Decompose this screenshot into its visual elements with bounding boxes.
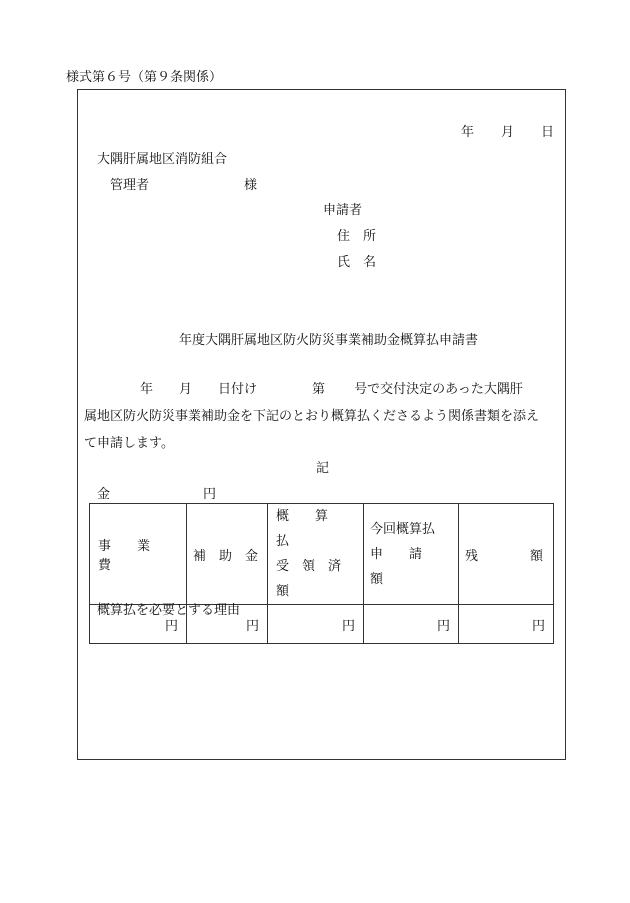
- addressee-title: 管理者: [110, 178, 150, 193]
- applicant-name-label: 氏 名: [337, 255, 377, 270]
- body-line-2: 属地区防火防災事業補助金を下記のとおり概算払くださるよう関係書類を添え: [84, 409, 540, 424]
- body-year: 年: [140, 382, 154, 397]
- header-label-line1: 今回概算払: [370, 521, 436, 537]
- date-month: 月: [501, 125, 515, 140]
- header-label-line2: 受 領 済 額: [276, 559, 355, 599]
- body-line-3: て申請します。: [84, 436, 174, 451]
- header-label-line2: 申 請 額: [370, 546, 449, 587]
- amount-label: 金: [97, 487, 111, 502]
- amount-unit: 円: [203, 487, 217, 502]
- header-current-request: [364, 504, 459, 605]
- value-current-request: 円: [364, 605, 459, 644]
- applicant-address-label: 住 所: [337, 229, 377, 244]
- ki-label: 記: [316, 461, 330, 476]
- applicant-label: 申請者: [323, 203, 363, 218]
- body-month: 月: [179, 382, 193, 397]
- value-prepaid-received: 円: [268, 605, 364, 644]
- form-number: 様式第６号（第９条関係）: [66, 70, 223, 85]
- body-line1-rest: 号で交付決定のあった大隅肝: [354, 382, 523, 397]
- amounts-table: [89, 503, 554, 644]
- reason-label: 概算払を必要とする理由: [97, 603, 241, 618]
- header-project-cost: [90, 504, 187, 605]
- body-dai: 第: [312, 382, 326, 397]
- header-balance: [459, 504, 554, 605]
- header-label: 補 助 金: [193, 548, 259, 564]
- value-project-cost: 円: [90, 605, 187, 644]
- header-prepaid-received: [268, 504, 364, 605]
- date-year: 年: [461, 125, 475, 140]
- header-label-line1: 概 算 払: [276, 509, 355, 549]
- addressee-honorific: 様: [244, 178, 258, 193]
- value-subsidy: 円: [187, 605, 268, 644]
- body-text: [84, 376, 564, 457]
- body-dated: 日付け: [218, 382, 258, 397]
- body-line-1: [84, 376, 564, 403]
- header-label: 残 額: [465, 548, 544, 564]
- header-subsidy: [187, 504, 268, 605]
- value-balance: 円: [459, 605, 554, 644]
- header-label: 事 業 費: [98, 539, 177, 573]
- table-header-row: [90, 504, 554, 605]
- addressee-organization: 大隅肝属地区消防組合: [97, 152, 228, 167]
- document-title: 年度大隅肝属地区防火防災事業補助金概算払申請書: [179, 333, 479, 348]
- date-day: 日: [541, 125, 555, 140]
